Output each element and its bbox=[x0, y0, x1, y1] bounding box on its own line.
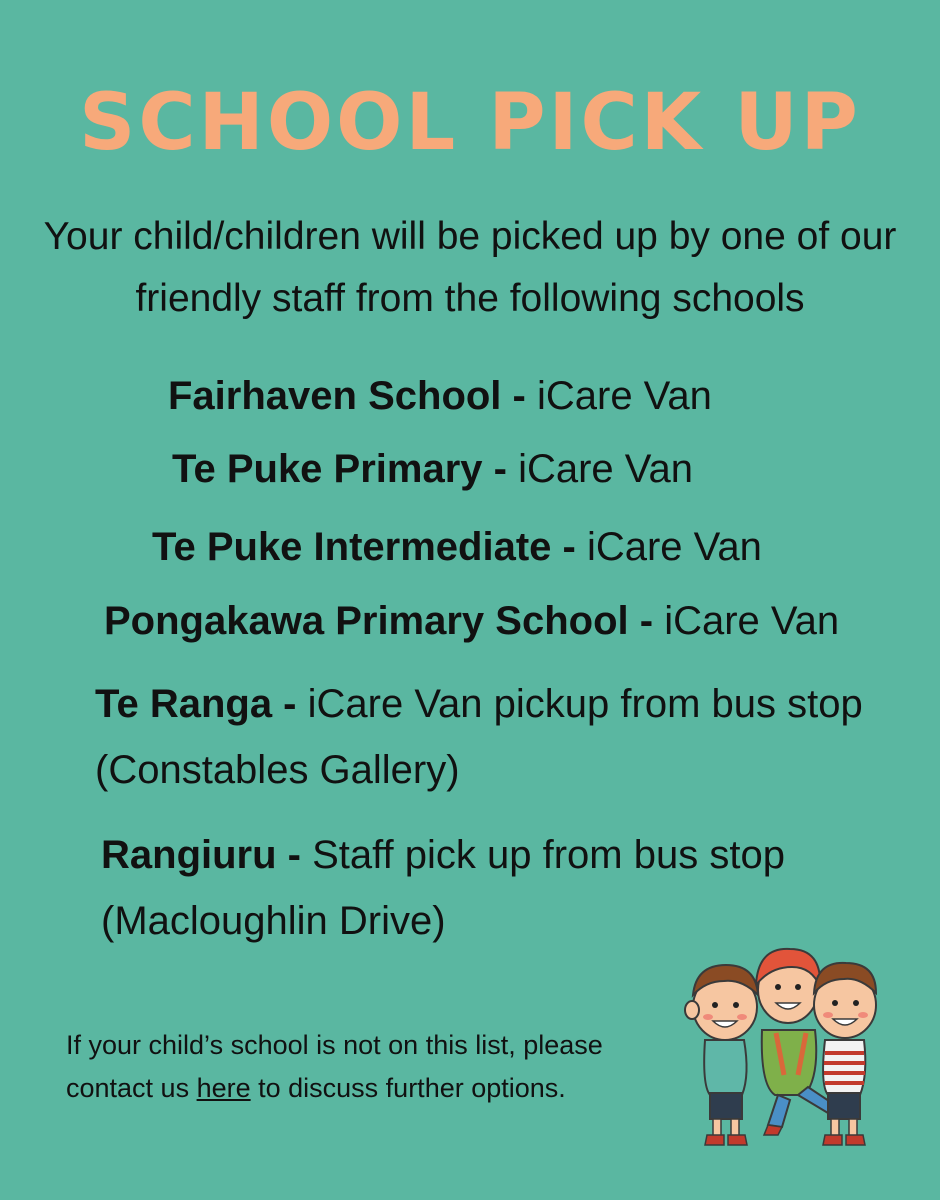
school-name: Rangiuru - bbox=[101, 833, 301, 877]
school-name: Pongakawa Primary School - bbox=[104, 599, 654, 643]
school-detail: Staff pick up from bus stop (Macloughlin Drive) bbox=[101, 833, 785, 943]
school-row-pongakawa bbox=[104, 599, 839, 644]
child-left bbox=[685, 965, 758, 1145]
school-row-fairhaven bbox=[168, 374, 712, 419]
school-row-te-ranga bbox=[95, 671, 865, 803]
footer-text-end: to discuss further options. bbox=[250, 1073, 566, 1103]
school-row-te-puke-primary bbox=[172, 447, 693, 492]
page-title: SCHOOL PICK UP bbox=[79, 78, 861, 168]
school-name: Te Puke Primary - bbox=[172, 447, 507, 491]
children-illustration bbox=[680, 935, 880, 1150]
school-detail: iCare Van bbox=[586, 525, 762, 569]
school-name: Te Ranga - bbox=[95, 682, 297, 726]
contact-link[interactable]: here bbox=[196, 1073, 251, 1103]
school-detail: iCare Van bbox=[518, 447, 693, 491]
school-detail: iCare Van pickup from bus stop (Constables Gallery) bbox=[95, 682, 863, 792]
intro-text: Your child/children will be picked up by one of our friendly staff from the following schools bbox=[43, 215, 897, 320]
footer-note bbox=[66, 1024, 686, 1110]
school-detail: iCare Van bbox=[536, 374, 712, 418]
school-name: Te Puke Intermediate - bbox=[152, 525, 576, 569]
footer-text-start: If your child’s school is not on this list, please contact us bbox=[66, 1030, 603, 1103]
child-right bbox=[814, 963, 876, 1145]
school-row-te-puke-intermediate bbox=[152, 525, 762, 570]
school-detail: iCare Van bbox=[664, 599, 840, 643]
school-name: Fairhaven School - bbox=[168, 374, 526, 418]
